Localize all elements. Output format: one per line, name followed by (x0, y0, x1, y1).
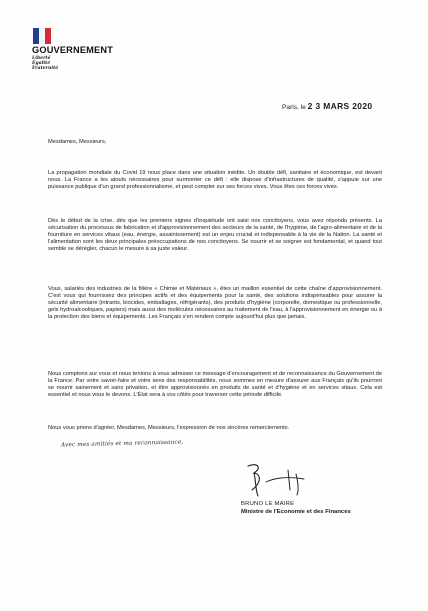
paragraph-3: Vous, salariés des industries de la filière « Chimie et Matériaux », êtes un maillon essentiel de cette chaîne d'approvisionnement. C'est vous qui fournissez des principes actifs et des équipements pour la santé, des solutions indispensables pour assurer la sécurité alimentaire (intrants, biocides, emballages, réfrigérants), des produits d'hygiène (corporelle, domestique ou professionnelle, gels hydroalcooliques, papiers) mais aussi des molécules nécessaires au traitement de l'eau, à l'approvisionnement en énergie ou à la protection des biens et équipements. Les Français s'en rendent compte aujourd'hui plus que jamais. (48, 286, 382, 321)
date-stamp: 2 3 MARS 2020 (307, 101, 373, 111)
signature-image (244, 460, 324, 498)
letter-date (282, 101, 372, 111)
signer-block (241, 501, 351, 516)
logo-text: GOUVERNEMENT (32, 45, 114, 55)
handwritten-note: Avec mes amitiés et ma reconnaissance, (60, 439, 184, 449)
closing-paragraph: Nous vous prions d'agréer, Mesdames, Messieurs, l'expression de nos sincères remerciements. (48, 425, 290, 431)
paragraph-1: La propagation mondiale du Covid 19 nous place dans une situation inédite. Un double défi, sanitaire et économique, est devant nous. La France a les atouts nécessaires pour surmonter ce défi : elle dispose d'infrastructures de qualité, s'appuie sur une puissance publique d'un grand professionnalisme, et peut compter sur ses forces vives. Vous êtes ces forces vives. (48, 170, 382, 191)
republic-motto (32, 56, 122, 72)
date-place: Paris, le (282, 104, 306, 111)
signer-title: Ministre de l'Economie et des Finances (241, 508, 351, 515)
paragraph-4: Nous comptons sur vous et nous tenions à vous adresser ce message d'encouragement et de reconnaissance du Gouvernement de la France. Par votre savoir-faire et votre sens des responsabilités, nous sommes en mesure d'assurer aux Français qu'ils pourront se nourrir sainement et sans privation, et être approvisionnés en produits de santé et d'hygiène et en services vitaux. Cela est essentiel et nous vous le devons. L'État sera à vos côtés pour traverser cette période difficile. (48, 371, 382, 399)
motto-liberte: Liberté (32, 56, 51, 61)
motto-fraternite: Fraternité (32, 66, 59, 72)
signer-name: BRUNO LE MAIRE (241, 501, 295, 507)
motto-egalite: Égalité (32, 61, 51, 67)
french-flag-icon (33, 28, 51, 44)
government-logo (32, 28, 122, 72)
greeting: Mesdames, Messieurs, (48, 139, 107, 145)
paragraph-2: Dès le début de la crise, dès que les premiers signes d'inquiétude ont saisi nos concitoyens, vous avez répondu présents. La sécurisation du processus de fabrication et d'approvisionnement des secteurs de la santé, de l'hygiène, de l'agro-alimentaire et de la fourniture en services vitaux (eau, énergie, assainissement) est un enjeu crucial et indispensable à la vie de la Nation. La santé et l'alimentation sont les deux principales préoccupations de nos concitoyens. Se nourrir et se soigner est fondamental, et quand tout semble se dérégler, chacun le mesure à sa juste valeur. (48, 218, 382, 253)
